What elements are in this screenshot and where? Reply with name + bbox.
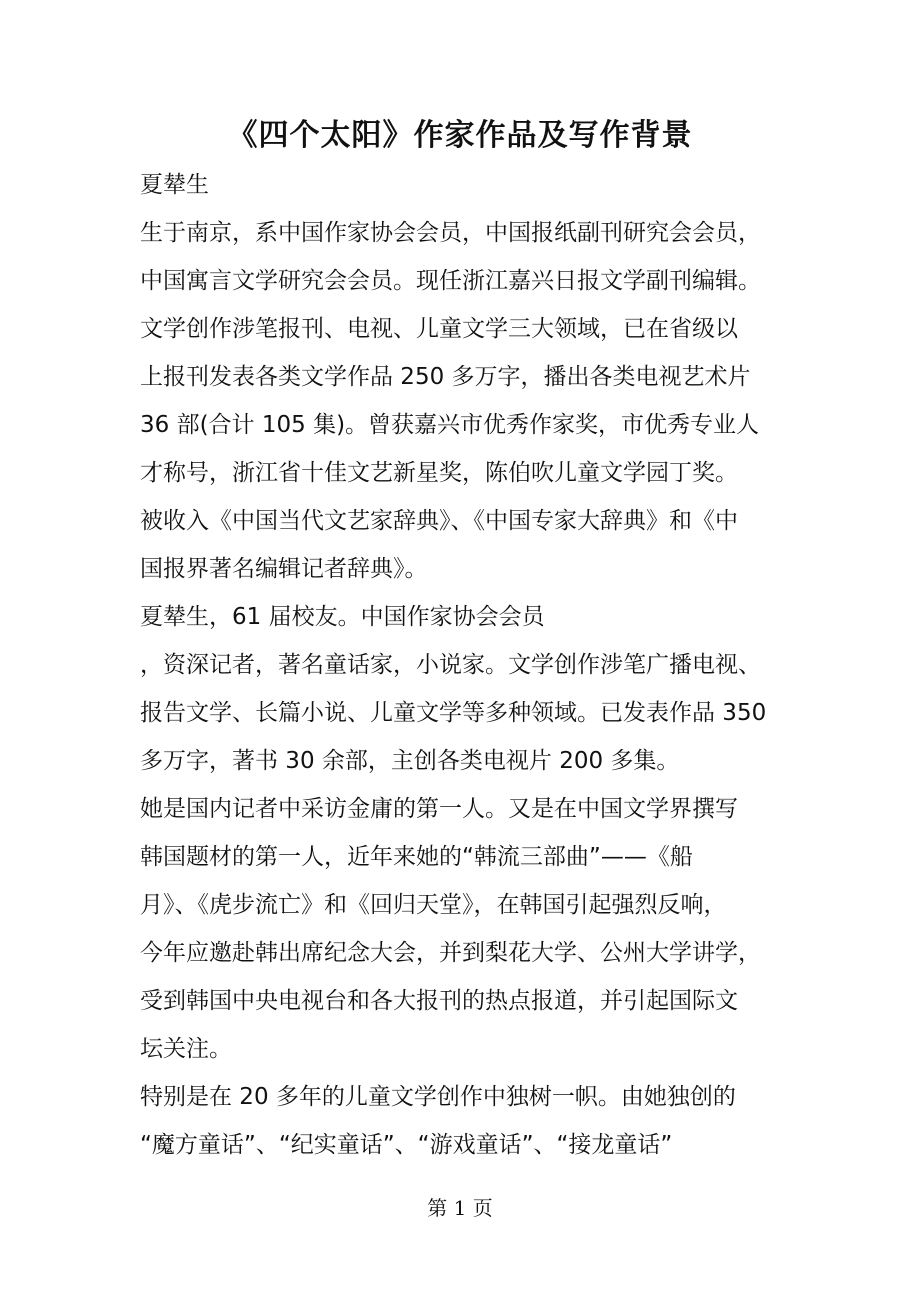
body-text xyxy=(140,161,790,1169)
text-line: 中国寓言文学研究会会员。现任浙江嘉兴日报文学副刊编辑。 xyxy=(140,268,761,294)
text-line: 才称号，浙江省十佳文艺新星奖，陈伯吹儿童文学园丁奖。 xyxy=(140,460,738,486)
text-line: “魔方童话”、“纪实童话”、“游戏童话”、“接龙童话” xyxy=(140,1132,673,1158)
text-line: 月》、《虎步流亡》和《回归天堂》，在韩国引起强烈反响， xyxy=(140,892,727,918)
text-line: 坛关注。 xyxy=(140,1036,232,1062)
text-line: 特别是在 20 多年的儿童文学创作中独树一帜。由她独创的 xyxy=(140,1084,736,1110)
text-line: 报告文学、长篇小说、儿童文学等多种领域。已发表作品 350 xyxy=(140,700,767,726)
text-line: 韩国题材的第一人，近年来她的“韩流三部曲”——《船 xyxy=(140,844,693,870)
page-title: 《四个太阳》作家作品及写作背景 xyxy=(227,118,693,153)
text-line: ，资深记者，著名童话家，小说家。文学创作涉笔广播电视、 xyxy=(140,652,761,678)
page-number: 第 1 页 xyxy=(427,1196,493,1220)
text-line: 受到韩国中央电视台和各大报刊的热点报道，并引起国际文 xyxy=(140,988,738,1014)
text-line: 生于南京，系中国作家协会会员，中国报纸副刊研究会会员， xyxy=(140,220,761,246)
text-line: 被收入《中国当代文艺家辞典》、《中国专家大辞典》和《中 xyxy=(140,508,738,534)
text-line: 多万字，著书 30 余部，主创各类电视片 200 多集。 xyxy=(140,748,680,774)
text-line: 夏辇生，61 届校友。中国作家协会会员 xyxy=(140,604,545,630)
text-line: 今年应邀赴韩出席纪念大会，并到梨花大学、公州大学讲学， xyxy=(140,940,761,966)
text-line: 她是国内记者中采访金庸的第一人。又是在中国文学界撰写 xyxy=(140,796,738,822)
text-line: 文学创作涉笔报刊、电视、儿童文学三大领域，已在省级以 xyxy=(140,316,738,342)
text-line: 夏辇生 xyxy=(140,172,209,198)
text-line: 36 部(合计 105 集)。曾获嘉兴市优秀作家奖，市优秀专业人 xyxy=(140,412,760,438)
text-line: 上报刊发表各类文学作品 250 多万字，播出各类电视艺术片 xyxy=(140,364,751,390)
text-line: 国报界著名编辑记者辞典》。 xyxy=(140,556,428,582)
